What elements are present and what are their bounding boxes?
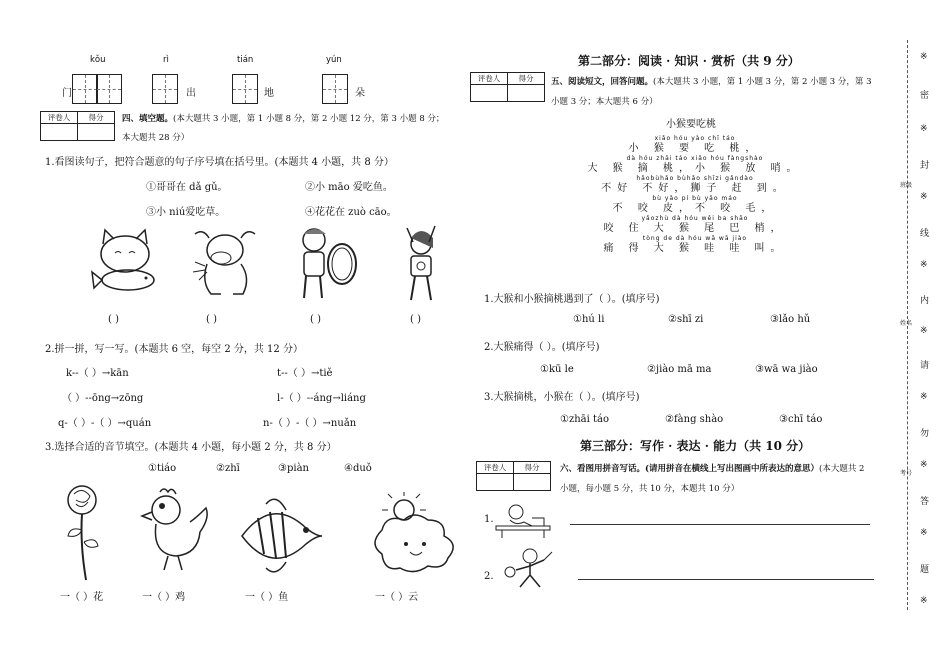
- grader-header: 评卷人: [41, 112, 78, 124]
- section4-note: 本大题共 28 分）: [122, 133, 190, 143]
- score-header: 得分: [514, 462, 551, 474]
- poem: [560, 135, 830, 255]
- cow-eating-grass-image: [185, 226, 265, 302]
- score-table: [40, 111, 115, 141]
- q2-item-4[interactable]: l-（ ）--áng→liáng: [277, 393, 366, 404]
- q1-option-1: ①哥哥在 dǎ gǔ。: [146, 182, 228, 193]
- writing-box[interactable]: [152, 74, 178, 104]
- part3-title: 第三部分：写作 · 表达 · 能力（共 10 分）: [580, 439, 811, 453]
- q1-answer-blank-2[interactable]: ( ): [206, 314, 217, 325]
- poem-pinyin: tòng de dà hóu wā wā jiào: [642, 235, 748, 242]
- writing-box[interactable]: [232, 74, 258, 104]
- q2-item-5[interactable]: q-（ ）-（ ）→quán: [58, 418, 152, 429]
- char-label: 朵: [355, 88, 365, 99]
- q2-item-6[interactable]: n-（ ）-（ ）→nuǎn: [263, 418, 357, 429]
- writing-box[interactable]: [72, 74, 98, 104]
- q2-item-2[interactable]: t--（ ）→tiě: [277, 368, 333, 379]
- q1-answer-blank-1[interactable]: ( ): [108, 314, 119, 325]
- poem-pinyin: dà hóu zhāi táo xiǎo hóu fàngshào: [626, 155, 764, 162]
- rq1-option-3: ③lǎo hǔ: [770, 314, 811, 325]
- grader-cell[interactable]: [477, 474, 514, 491]
- q3-option-1: ①tiáo: [148, 463, 177, 474]
- q1-option-4: ④花花在 zuò cāo。: [305, 207, 397, 218]
- poem-line: 小 猴 要 吃 桃，: [628, 143, 762, 154]
- q3-blank-2[interactable]: 一（ ）鸡: [142, 592, 186, 603]
- exam-number-label: 考号: [900, 470, 913, 477]
- flower-image: [62, 482, 102, 582]
- writing-item-2-number: 2.: [484, 571, 494, 582]
- question-1: 1.看图读句子，把符合题意的句子序号填在括号里。(本题共 4 小题，共 8 分）: [45, 157, 394, 168]
- q1-option-2: ②小 māo 爱吃鱼。: [305, 182, 393, 193]
- child-playing-badminton-image: [500, 546, 560, 590]
- writing-box[interactable]: [322, 74, 348, 104]
- rq2-option-2: ②jiào mā ma: [647, 364, 712, 375]
- q3-blank-4[interactable]: 一（ ）云: [375, 592, 419, 603]
- question-3: 3.选择合适的音节填空。(本题共 4 小题，每小题 2 分，共 8 分）: [45, 442, 337, 453]
- cloud-image: [368, 492, 464, 576]
- q1-answer-blank-3[interactable]: ( ): [310, 314, 321, 325]
- reading-question-2: 2.大猴痛得（ ）。(填序号): [484, 342, 600, 353]
- rq2-option-1: ①kū le: [540, 364, 574, 375]
- rq2-option-3: ③wā wa jiào: [755, 364, 818, 375]
- score-cell[interactable]: [78, 124, 115, 141]
- q1-answer-blank-4[interactable]: ( ): [410, 314, 421, 325]
- pinyin-label: yún: [326, 55, 342, 65]
- rq3-option-2: ②fàng shào: [665, 414, 724, 425]
- section5-note: 小题 3 分；本大题共 6 分）: [551, 97, 658, 107]
- rq1-option-2: ②shī zi: [668, 314, 704, 325]
- poem-pinyin: hǎobùhǎo bùhǎo shīzi gǎndào: [636, 175, 754, 182]
- q3-blank-3[interactable]: 一（ ）鱼: [245, 592, 289, 603]
- child-studying-image: [494, 500, 554, 540]
- rq3-option-3: ③chī táo: [779, 414, 823, 425]
- poem-pinyin: yǎozhù dà hóu wěi ba shāo: [641, 215, 749, 222]
- section6-heading: 六、看图用拼音写话。(请用拼音在横线上写出图画中所表达的意思）(本大题共 2: [560, 464, 865, 474]
- grader-cell[interactable]: [471, 85, 508, 102]
- char-label: 地: [264, 88, 274, 99]
- rq1-option-1: ①hú li: [573, 314, 605, 325]
- reading-question-3: 3.大猴摘桃，小猴在（ ）。(填序号): [484, 392, 640, 403]
- char-label: 出: [186, 88, 196, 99]
- question-2: 2.拼一拼，写一写。(本题共 6 空，每空 2 分，共 12 分）: [45, 344, 303, 355]
- writing-item-1-number: 1.: [484, 514, 494, 525]
- chicken-image: [138, 486, 212, 574]
- poem-line: 不 咬 皮，不 咬 毛，: [612, 203, 778, 214]
- score-cell[interactable]: [514, 474, 551, 491]
- girl-doing-exercise-image: [397, 224, 447, 304]
- q2-item-3[interactable]: （ ）--ōng→zōng: [62, 393, 144, 404]
- grader-cell[interactable]: [41, 124, 78, 141]
- q3-option-2: ②zhī: [216, 463, 240, 474]
- name-label: 姓名: [900, 320, 913, 327]
- pinyin-label: kǒu: [90, 55, 106, 65]
- q1-option-3: ③小 niú爱吃草。: [146, 207, 226, 218]
- poem-title: 小猴要吃桃: [666, 119, 716, 130]
- section4-heading: 四、填空题。(本大题共 3 小题，第 1 小题 8 分，第 2 小题 12 分，第 3 小题 8 分；: [122, 114, 445, 124]
- boy-playing-drum-image: [292, 224, 372, 304]
- reading-question-1: 1.大猴和小猴摘桃遇到了（ ）。(填序号): [484, 294, 660, 305]
- answer-line-1[interactable]: [570, 524, 870, 525]
- poem-line: 大 猴 摘 桃，小 猴 放 哨。: [587, 163, 803, 174]
- q3-blank-1[interactable]: 一（ ）花: [60, 592, 104, 603]
- part2-title: 第二部分：阅读 · 知识 · 赏析（共 9 分）: [578, 54, 800, 68]
- pinyin-label: rì: [163, 55, 169, 65]
- poem-pinyin: bù yǎo pí bù yǎo máo: [652, 195, 738, 202]
- cat-eating-fish-image: [90, 228, 160, 300]
- poem-line: 痛 得 大 猴 哇 哇 叫。: [603, 243, 787, 254]
- class-label: 班级: [900, 182, 913, 189]
- poem-pinyin: xiǎo hóu yào chī táo: [654, 135, 736, 142]
- fish-image: [236, 492, 326, 576]
- score-cell[interactable]: [508, 85, 545, 102]
- pinyin-label: tián: [237, 55, 254, 65]
- q3-option-4: ④duǒ: [344, 463, 372, 474]
- char-label: 门: [62, 88, 72, 99]
- rq3-option-1: ①zhāi táo: [560, 414, 610, 425]
- score-table: [476, 461, 551, 491]
- grader-header: 评卷人: [477, 462, 514, 474]
- poem-line: 咬 住 大 猴 尾 巴 梢，: [603, 223, 787, 234]
- score-table: [470, 72, 545, 102]
- score-header: 得分: [78, 112, 115, 124]
- section6-note: 小题，每小题 5 分，共 10 分，本题共 10 分）: [560, 484, 740, 494]
- poem-line: 不好 不好，狮子 赶 到。: [601, 183, 789, 194]
- q2-item-1[interactable]: k--（ ）→kān: [66, 368, 129, 379]
- score-header: 得分: [508, 73, 545, 85]
- answer-line-2[interactable]: [578, 579, 874, 580]
- section5-heading: 五、阅读短文，回答问题。(本大题共 3 小题，第 1 小题 3 分，第 2 小题 3 分，第 3: [551, 77, 872, 87]
- q3-option-3: ③piàn: [278, 463, 309, 474]
- writing-box[interactable]: [96, 74, 122, 104]
- grader-header: 评卷人: [471, 73, 508, 85]
